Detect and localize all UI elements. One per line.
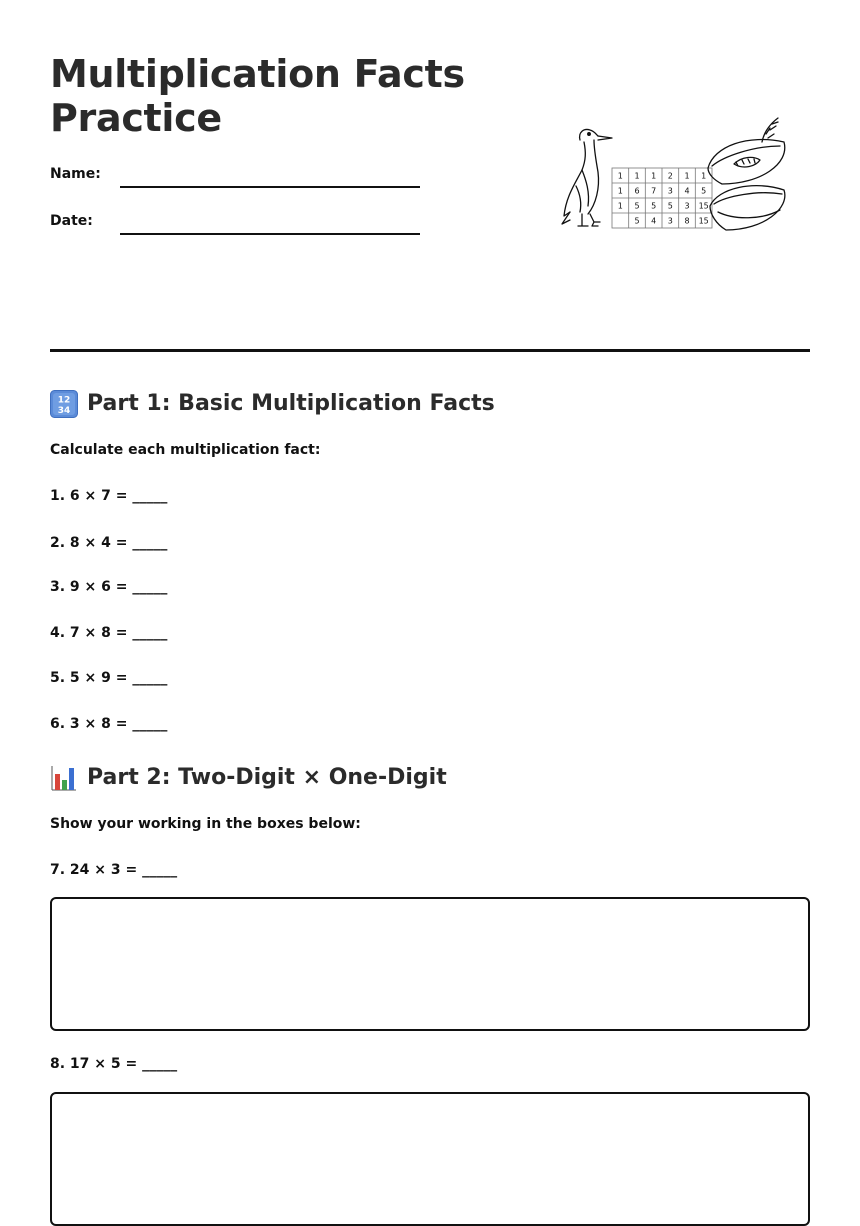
grid-cell: 1 [651,171,657,181]
problem-6: 6. 3 × 8 = _____ [50,716,168,732]
grid-cell: 1 [617,201,623,211]
date-field[interactable] [120,233,420,235]
numbers-keycap-icon [50,390,78,418]
grid-cell: 15 [698,216,709,226]
part1-title: Part 1: Basic Multiplication Facts [87,391,495,416]
part1-instruction: Calculate each multiplication fact: [50,442,321,458]
working-box-8[interactable] [50,1092,810,1226]
page-title-line2: Practice [50,96,222,140]
svg-text:34: 34 [57,406,71,416]
bird-icon [562,129,612,226]
grid-cell: 4 [651,216,657,226]
header-illustration [558,116,794,238]
grid-cell: 5 [651,201,657,211]
working-box-7[interactable] [50,897,810,1031]
grid-cell: 2 [667,171,673,181]
grid-cell: 7 [651,186,657,196]
grid-cell: 1 [634,171,640,181]
grid-cell: 6 [634,186,640,196]
part2-heading [50,764,447,792]
grid-cell: 5 [667,201,673,211]
grid-cell: 15 [698,201,709,211]
part2-title: Part 2: Two-Digit × One-Digit [87,765,447,790]
grid-cell: 4 [684,186,690,196]
grid-cell: 3 [684,201,690,211]
grid-cell: 8 [684,216,690,226]
problem-5: 5. 5 × 9 = _____ [50,670,168,686]
date-label: Date: [50,213,93,229]
name-field[interactable] [120,186,420,188]
grid-cell: 5 [634,216,640,226]
problem-3: 3. 9 × 6 = _____ [50,579,168,595]
grid-cell: 1 [617,171,623,181]
problem-2: 2. 8 × 4 = _____ [50,535,168,551]
page-title-line1: Multiplication Facts [50,52,465,96]
grid-cell: 5 [701,186,707,196]
grid-cell: 1 [684,171,690,181]
problem-1: 1. 6 × 7 = _____ [50,488,168,504]
grid-cell: 3 [667,186,673,196]
grid-cell: 3 [667,216,673,226]
svg-text:12: 12 [57,395,71,406]
page-title [50,52,465,140]
part2-instruction: Show your working in the boxes below: [50,816,361,832]
worksheet-page [50,0,810,1161]
header-divider [50,349,810,352]
football-icon [708,118,785,230]
grid-cell: 1 [701,171,707,181]
grid-cell: 1 [617,186,623,196]
grid-cell: 5 [634,201,640,211]
problem-7: 7. 24 × 3 = _____ [50,862,178,878]
name-label: Name: [50,166,101,182]
bar-chart-icon [50,764,78,792]
number-grid-icon [612,168,712,228]
problem-4: 4. 7 × 8 = _____ [50,625,168,641]
problem-8: 8. 17 × 5 = _____ [50,1056,178,1072]
part1-heading [50,390,495,418]
